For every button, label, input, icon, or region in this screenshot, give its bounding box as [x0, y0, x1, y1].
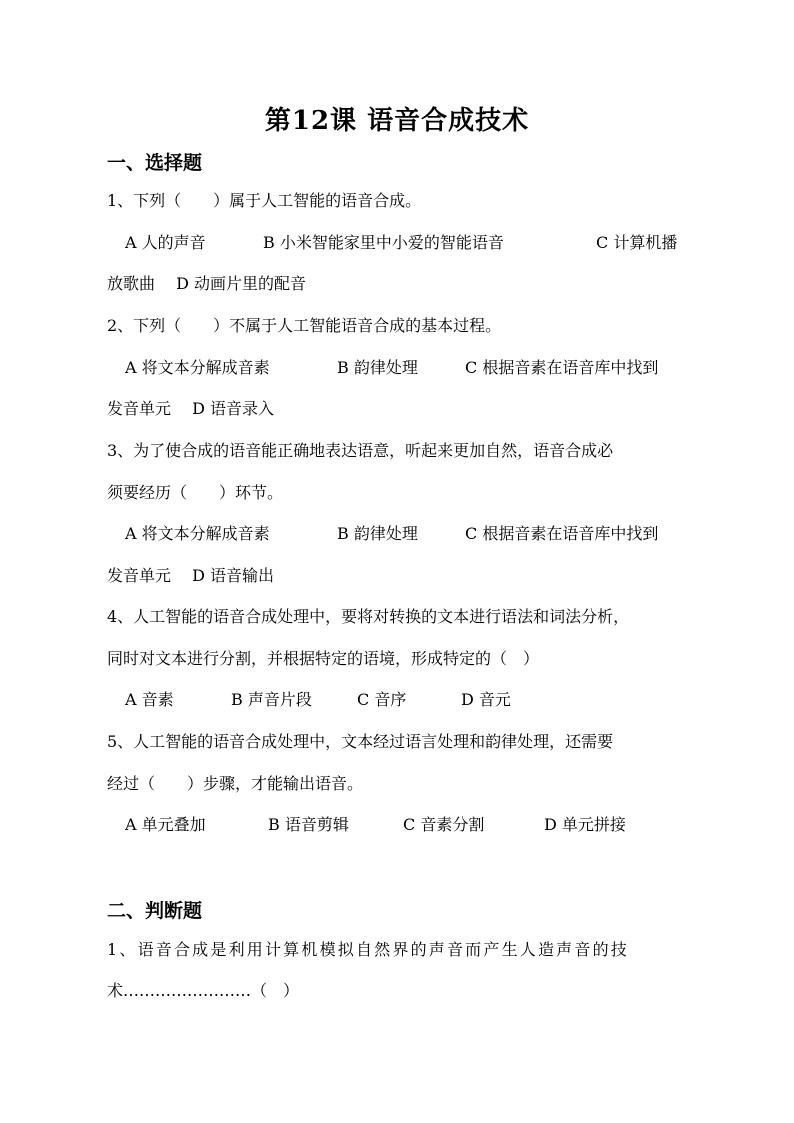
question-5-option-c: C 音素分割	[403, 815, 485, 834]
question-2-option-a: A 将文本分解成音素	[125, 358, 270, 377]
question-3-option-a: A 将文本分解成音素	[125, 524, 270, 543]
question-2-option-b: B 韵律处理	[337, 358, 418, 377]
question-1-option-a: A 人的声音	[125, 233, 206, 252]
question-5-option-a: A 单元叠加	[125, 815, 206, 834]
question-3-option-c: C 根据音素在语音库中找到	[465, 524, 659, 543]
section-heading-choice: 一、选择题	[107, 152, 203, 174]
question-5-option-b: B 语音剪辑	[268, 815, 349, 834]
question-5-stem-line1: 5、人工智能的语音合成处理中，文本经过语言处理和韵律处理，还需要	[107, 732, 614, 751]
question-3-stem-line1: 3、为了使合成的语音能正确地表达语意，听起来更加自然，语音合成必	[107, 441, 614, 460]
question-3-options-cont: 发音单元 D 语音输出	[107, 566, 275, 585]
question-1-stem: 1、下列（ ）属于人工智能的语音合成。	[107, 191, 422, 210]
judge-question-1-line1: 1、语音合成是利用计算机模拟自然界的声音而产生人造声音的技	[107, 940, 629, 959]
question-5-stem-line2: 经过（ ）步骤，才能输出语音。	[107, 774, 364, 793]
question-2-option-c: C 根据音素在语音库中找到	[465, 358, 659, 377]
question-5-option-d: D 单元拼接	[544, 815, 626, 834]
question-3-stem-line2: 须要经历（ ）环节。	[107, 483, 284, 502]
question-4-option-c: C 音序	[357, 690, 407, 709]
question-1-option-b: B 小米智能家里中小爱的智能语音	[263, 233, 504, 252]
question-4-stem-line2: 同时对文本进行分割，并根据特定的语境，形成特定的（ ）	[107, 649, 540, 668]
question-1-options-cont: 放歌曲 D 动画片里的配音	[107, 274, 307, 293]
page-title: 第12课 语音合成技术	[264, 106, 530, 136]
question-4-option-a: A 音素	[125, 690, 174, 709]
question-3-option-b: B 韵律处理	[337, 524, 418, 543]
question-4-stem-line1: 4、人工智能的语音合成处理中，要将对转换的文本进行语法和词法分析，	[107, 607, 630, 626]
section-heading-true-false: 二、判断题	[107, 900, 203, 922]
question-2-stem: 2、下列（ ）不属于人工智能语音合成的基本过程。	[107, 316, 502, 335]
question-2-options-cont: 发音单元 D 语音录入	[107, 399, 275, 418]
question-1-option-c: C 计算机播	[596, 233, 678, 252]
judge-question-1-line2: 术……………………（ ）	[107, 981, 300, 1000]
question-4-option-b: B 声音片段	[231, 690, 312, 709]
question-4-option-d: D 音元	[461, 690, 511, 709]
